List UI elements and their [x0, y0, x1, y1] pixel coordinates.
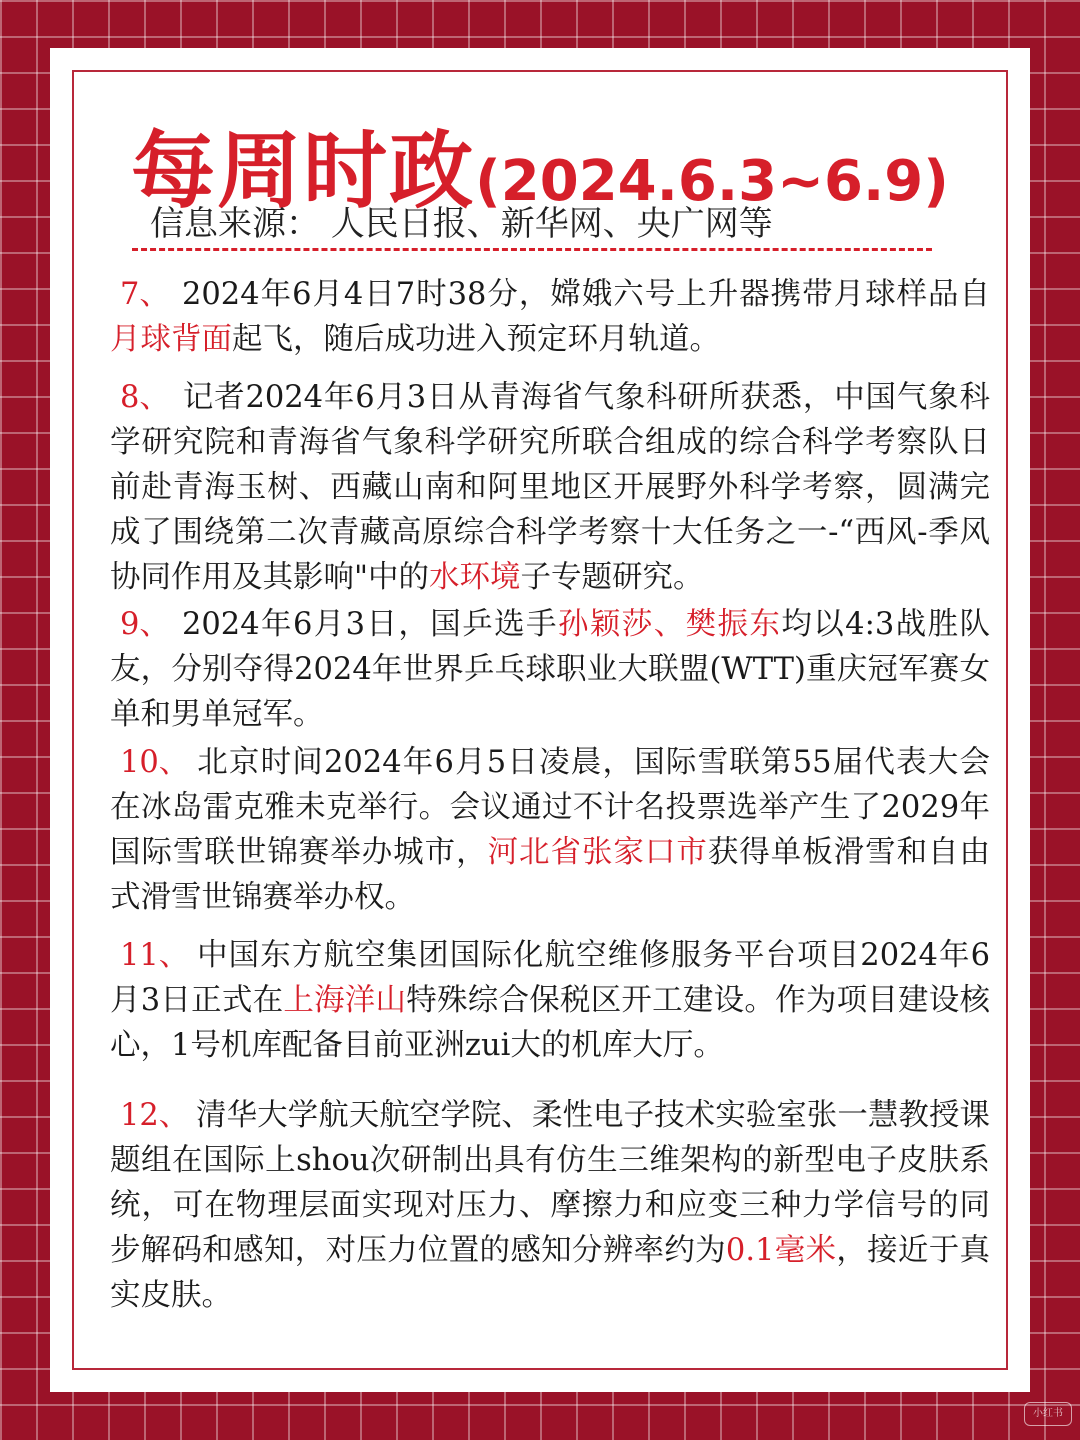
item-highlight: 月球背面: [110, 322, 232, 357]
watermark-logo: 小红书: [1024, 1402, 1072, 1426]
news-item-10: [110, 740, 990, 920]
news-item-12: [110, 1093, 990, 1318]
item-text: 子专题研究。: [520, 560, 704, 595]
item-text: 中国东方航空集团国际化航空维修服务平台项目2024年6月3日正式在: [110, 938, 990, 1018]
item-text: 清华大学航天航空学院、柔性电子技术实验室张一慧教授课题组在国际上shou次研制出具有仿生三维架构的新型电子皮肤系统，可在物理层面实现对压力、摩擦力和应变三种力学信号的同步解码和感知，对压力位置的感知分辨率约为: [110, 1098, 990, 1268]
item-highlight: 河北省张家口市: [487, 835, 708, 870]
item-text: ，接近于真实皮肤。: [110, 1233, 991, 1313]
item-text: 2024年6月4日7时38分，嫦娥六号上升器携带月球样品自: [182, 277, 990, 312]
content-card: [50, 48, 1030, 1392]
item-number: 8、: [120, 380, 170, 415]
title-date: (2024.6.3~6.9): [475, 149, 949, 214]
item-text: 北京时间2024年6月5日凌晨，国际雪联第55届代表大会在冰岛雷克雅未克举行。会议通过不计名投票选举产生了2029年国际雪联世锦赛举办城市，: [110, 745, 990, 870]
news-item-11: [110, 933, 990, 1068]
item-text: 均以4:3战胜队友，分别夺得2024年世界乒乓球职业大联盟(WTT)重庆冠军赛女单和男单冠军。: [110, 607, 991, 732]
item-number: 7、: [120, 277, 170, 312]
title-main: 每周时政: [131, 122, 476, 220]
item-number: 10、: [120, 745, 190, 780]
item-text: 起飞，随后成功进入预定环月轨道。: [232, 322, 720, 357]
source-line: 信息来源： 人民日报、新华网、央广网等: [150, 204, 773, 244]
item-number: 12、: [120, 1098, 190, 1133]
item-text: 特殊综合保税区开工建设。作为项目建设核心，1号机库配备目前亚洲zui大的机库大厅。: [110, 983, 991, 1063]
item-text: 记者2024年6月3日从青海省气象科研所获悉，中国气象科学研究院和青海省气象科学研究所联合组成的综合科学考察队日前赴青海玉树、西藏山南和阿里地区开展野外科学考察，圆满完成了围绕第二次青藏高原综合科学考察十大任务之一-“西风-季风协同作用及其影响"中的: [110, 380, 990, 595]
item-number: 9、: [120, 607, 170, 642]
news-item-9: [110, 602, 990, 737]
dashed-divider: [132, 248, 932, 251]
item-highlight: 水环境: [429, 560, 521, 595]
item-text: 获得单板滑雪和自由式滑雪世锦赛举办权。: [110, 835, 991, 915]
item-text: 2024年6月3日，国乒选手: [182, 607, 558, 642]
item-highlight: 孙颖莎、樊振东: [557, 607, 782, 642]
news-item-8: [110, 375, 990, 600]
item-highlight: 0.1毫米: [725, 1233, 837, 1268]
news-item-7: [110, 272, 990, 362]
item-highlight: 上海洋山: [283, 983, 407, 1018]
item-number: 11、: [120, 938, 190, 973]
news-list: [110, 270, 990, 1318]
